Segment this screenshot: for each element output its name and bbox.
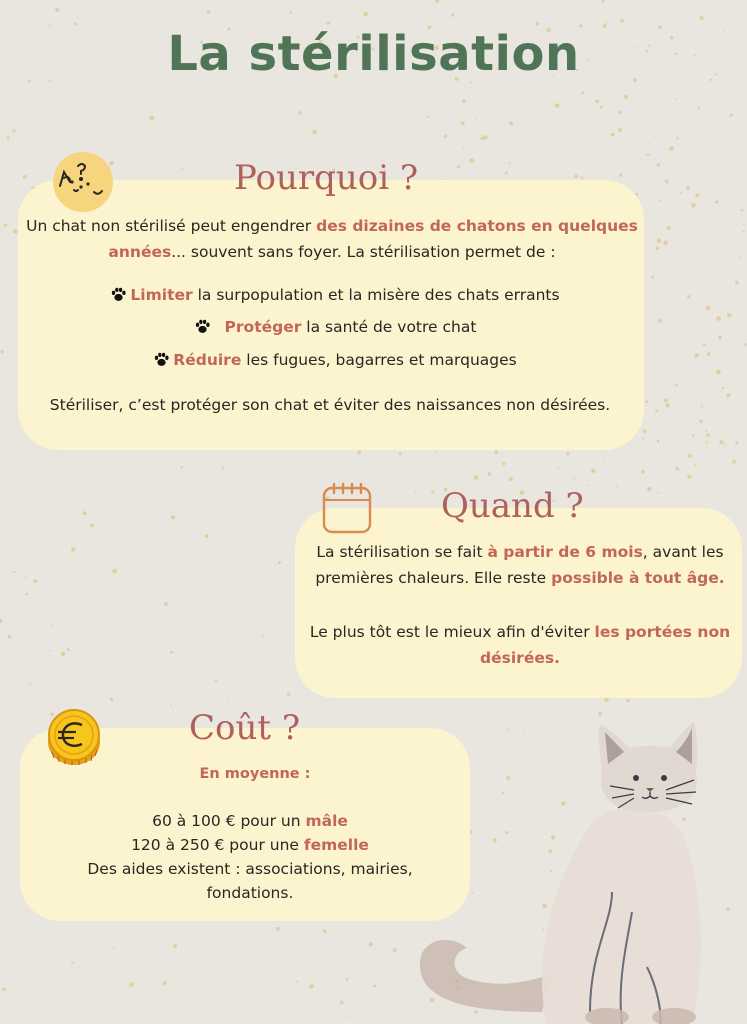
- speckle-dot: [720, 391, 722, 393]
- speckle-dot: [595, 100, 599, 104]
- speckle-dot: [435, 0, 439, 3]
- speckle-dot: [8, 635, 12, 639]
- speckle-dot: [205, 534, 209, 538]
- speckle-dot: [687, 295, 690, 298]
- speckle-dot: [298, 111, 302, 115]
- speckle-dot: [349, 1015, 351, 1017]
- speckle-dot: [718, 336, 722, 340]
- when-p2-text: Le plus tôt est le mieux afin d'éviter: [309, 623, 595, 641]
- speckle-dot: [130, 119, 131, 120]
- why-intro-text: Un chat non stérilisé peut engendrer: [26, 217, 317, 235]
- speckle-dot: [691, 203, 696, 208]
- speckle-dot: [667, 226, 671, 230]
- speckle-dot: [509, 122, 513, 126]
- speckle-dot: [744, 343, 747, 346]
- speckle-dot: [33, 579, 37, 583]
- speckle-dot: [657, 239, 661, 243]
- speckle-dot: [741, 209, 744, 212]
- speckle-dot: [436, 451, 438, 453]
- speckle-dot: [346, 978, 349, 981]
- speckle-dot: [616, 485, 618, 487]
- speckle-dot: [700, 16, 704, 20]
- speckle-dot: [13, 229, 18, 234]
- speckle-dot: [502, 462, 505, 465]
- speckle-dot: [227, 698, 229, 700]
- speckle-dot: [643, 429, 647, 433]
- why-bullet-2-highlight: Protéger: [224, 318, 302, 336]
- speckle-dot: [722, 387, 724, 389]
- cost-aids-text: Des aides existent : associations, mairies, fondations.: [87, 860, 413, 902]
- speckle-dot: [7, 136, 10, 139]
- speckle-dot: [462, 99, 466, 103]
- cost-average-label: En moyenne :: [199, 766, 311, 782]
- why-bullet-2-text: la santé de votre chat: [301, 318, 477, 336]
- cost-heading: Coût ?: [189, 708, 301, 748]
- speckle-dot: [363, 12, 367, 16]
- when-paragraph-2: [300, 619, 740, 671]
- speckle-dot: [428, 116, 430, 118]
- speckle-dot: [509, 477, 513, 481]
- speckle-dot: [588, 145, 589, 146]
- speckle-dot: [170, 651, 173, 654]
- speckle-dot: [393, 948, 397, 952]
- speckle-dot: [657, 492, 659, 494]
- speckle-dot: [444, 135, 448, 139]
- speckle-dot: [701, 405, 703, 407]
- speckle-dot: [323, 929, 327, 933]
- speckle-dot: [51, 624, 53, 626]
- speckle-dot: [110, 698, 113, 701]
- speckle-dot: [619, 111, 622, 114]
- speckle-dot: [586, 485, 588, 487]
- speckle-dot: [602, 0, 605, 3]
- speckle-dot: [727, 393, 731, 397]
- speckle-dot: [340, 1001, 344, 1005]
- speckle-dot: [474, 475, 478, 479]
- speckle-dot: [451, 13, 454, 16]
- speckle-dot: [399, 452, 402, 455]
- speckle-dot: [694, 464, 696, 466]
- euro-coin-icon: [46, 708, 102, 766]
- speckle-dot: [276, 927, 280, 931]
- when-p1-highlight-2: possible à tout âge.: [551, 569, 725, 587]
- speckle-dot: [415, 491, 416, 492]
- speckle-dot: [665, 180, 669, 184]
- speckle-dot: [1, 350, 5, 354]
- speckle-dot: [581, 91, 584, 94]
- speckle-dot: [101, 119, 102, 120]
- speckle-dot: [0, 619, 2, 624]
- speckle-dot: [657, 440, 660, 443]
- speckle-dot: [686, 186, 690, 190]
- why-bullet-1: [20, 282, 650, 308]
- speckle-dot: [2, 987, 6, 991]
- speckle-dot: [727, 313, 732, 318]
- speckle-dot: [170, 704, 172, 706]
- speckle-dot: [591, 468, 595, 472]
- when-p1-highlight: à partir de 6 mois: [487, 543, 643, 561]
- cost-female-highlight: femelle: [303, 836, 369, 854]
- speckle-dot: [457, 165, 460, 168]
- speckle-dot: [715, 200, 718, 203]
- speckle-dot: [659, 200, 661, 202]
- speckle-dot: [655, 410, 658, 413]
- speckle-dot: [706, 441, 708, 443]
- speckle-dot: [680, 192, 682, 194]
- speckle-dot: [675, 467, 678, 470]
- speckle-dot: [181, 168, 183, 170]
- why-intro: [22, 213, 642, 265]
- speckle-dot: [706, 306, 711, 311]
- speckle-dot: [164, 602, 168, 606]
- paw-icon: [153, 352, 170, 367]
- speckle-dot: [326, 21, 330, 25]
- speckle-dot: [676, 137, 678, 139]
- speckle-dot: [692, 434, 695, 437]
- speckle-dot: [628, 465, 629, 466]
- speckle-dot: [207, 10, 211, 14]
- speckle-dot: [49, 650, 51, 652]
- why-bullet-3: [20, 347, 650, 373]
- speckle-dot: [495, 97, 496, 98]
- speckle-dot: [716, 316, 721, 321]
- speckle-dot: [574, 175, 578, 179]
- speckle-dot: [678, 249, 679, 250]
- speckle-dot: [697, 107, 700, 110]
- calendar-icon: [321, 480, 373, 536]
- speckle-dot: [707, 352, 711, 356]
- speckle-dot: [658, 319, 662, 323]
- speckle-dot: [654, 136, 655, 137]
- speckle-dot: [61, 652, 66, 657]
- speckle-dot: [664, 398, 668, 402]
- speckle-dot: [699, 420, 702, 423]
- speckle-dot: [357, 450, 361, 454]
- speckle-dot: [25, 577, 27, 579]
- paw-icon: [110, 287, 127, 302]
- speckle-dot: [23, 175, 27, 179]
- speckle-dot: [117, 608, 118, 609]
- speckle-dot: [735, 281, 739, 285]
- speckle-dot: [728, 422, 729, 423]
- speckle-dot: [740, 256, 742, 258]
- speckle-dot: [647, 487, 651, 491]
- speckle-dot: [735, 441, 738, 444]
- speckle-dot: [619, 174, 622, 177]
- why-heading: Pourquoi ?: [234, 158, 419, 198]
- speckle-dot: [666, 154, 668, 156]
- speckle-dot: [483, 135, 488, 140]
- speckle-dot: [463, 147, 465, 149]
- speckle-dot: [730, 114, 733, 117]
- cost-female-text: 120 à 250 € pour une: [131, 836, 304, 854]
- why-bullet-1-highlight: Limiter: [130, 286, 193, 304]
- speckle-dot: [620, 19, 624, 23]
- speckle-dot: [641, 470, 645, 474]
- why-conclusion: Stériliser, c’est protéger son chat et éviter des naissances non désirées.: [49, 396, 611, 414]
- speckle-dot: [703, 343, 706, 346]
- speckle-dot: [71, 962, 73, 964]
- speckle-dot: [173, 944, 177, 948]
- speckle-dot: [600, 106, 603, 109]
- speckle-dot: [646, 400, 649, 403]
- speckle-dot: [373, 984, 376, 987]
- speckle-dot: [642, 438, 644, 440]
- speckle-dot: [4, 223, 8, 227]
- cost-male-text: 60 à 100 € pour un: [152, 812, 306, 830]
- speckle-dot: [742, 230, 744, 232]
- speckle-dot: [675, 383, 678, 386]
- speckle-dot: [695, 193, 699, 197]
- speckle-dot: [694, 353, 698, 357]
- speckle-dot: [399, 475, 400, 476]
- speckle-dot: [508, 162, 510, 164]
- speckle-dot: [687, 474, 691, 478]
- speckle-dot: [112, 569, 117, 574]
- speckle-dot: [647, 153, 650, 156]
- speckle-dot: [669, 146, 674, 151]
- speckle-dot: [29, 440, 30, 441]
- speckle-dot: [300, 929, 301, 930]
- speckle-dot: [605, 22, 607, 24]
- page-title: La stérilisation: [167, 26, 580, 82]
- cost-female-line: [50, 833, 450, 857]
- why-bullet-1-text: la surpopulation et la misère des chats errants: [192, 286, 560, 304]
- speckle-dot: [624, 95, 628, 99]
- speckle-dot: [730, 477, 731, 478]
- when-p1-text-2: , avant les premières chaleurs. Elle reste: [315, 543, 724, 587]
- speckle-dot: [494, 450, 498, 454]
- when-p1-text: La stérilisation se fait: [316, 543, 488, 561]
- speckle-dot: [461, 121, 465, 125]
- speckle-dot: [25, 593, 28, 596]
- speckle-dot: [657, 163, 660, 166]
- speckle-dot: [113, 947, 115, 949]
- speckle-dot: [67, 648, 70, 651]
- speckle-dot: [580, 176, 583, 179]
- speckle-dot: [688, 454, 692, 458]
- speckle-dot: [716, 369, 721, 374]
- why-bullet-3-highlight: Réduire: [173, 351, 242, 369]
- speckle-dot: [431, 490, 434, 493]
- speckle-dot: [611, 133, 615, 137]
- paw-icon: [194, 319, 211, 334]
- speckle-dot: [312, 130, 316, 134]
- speckle-dot: [90, 524, 94, 528]
- speckle-dot: [573, 477, 575, 479]
- speckle-dot: [289, 11, 292, 14]
- speckle-dot: [487, 472, 491, 476]
- speckle-dot: [215, 680, 217, 682]
- speckle-dot: [651, 276, 654, 279]
- speckle-dot: [663, 241, 667, 245]
- speckle-dot: [150, 116, 155, 121]
- speckle-dot: [475, 118, 476, 119]
- speckle-dot: [732, 460, 736, 464]
- speckle-dot: [222, 466, 225, 469]
- speckle-dot: [278, 561, 281, 564]
- speckle-dot: [719, 440, 723, 444]
- speckle-dot: [743, 224, 745, 226]
- speckle-dot: [55, 8, 59, 12]
- speckle-dot: [555, 103, 560, 108]
- speckle-dot: [675, 98, 677, 100]
- speckle-dot: [129, 982, 133, 986]
- cost-male-line: [50, 809, 450, 833]
- speckle-dot: [296, 981, 298, 983]
- speckle-dot: [287, 692, 290, 695]
- speckle-dot: [604, 463, 605, 464]
- speckle-dot: [469, 158, 474, 163]
- why-intro-text-end: ... souvent sans foyer. La stérilisation permet de :: [171, 243, 556, 261]
- speckle-dot: [18, 880, 19, 881]
- speckle-dot: [25, 564, 26, 565]
- when-p2-highlight: les portées non désirées.: [480, 623, 731, 667]
- why-bullet-2: [20, 314, 650, 340]
- speckle-dot: [458, 708, 459, 709]
- speckle-dot: [706, 430, 708, 432]
- speckle-dot: [205, 691, 206, 692]
- speckle-dot: [557, 468, 559, 470]
- when-heading: Quand ?: [441, 486, 584, 526]
- why-intro-highlight: des dizaines de chatons en quelques années: [108, 217, 638, 261]
- speckle-dot: [369, 942, 373, 946]
- speckle-dot: [12, 129, 15, 132]
- speckle-dot: [309, 984, 314, 989]
- why-bullet-3-text: les fugues, bagarres et marquages: [241, 351, 517, 369]
- speckle-dot: [71, 547, 76, 552]
- speckle-dot: [180, 466, 183, 469]
- speckle-dot: [566, 452, 569, 455]
- speckle-dot: [163, 981, 167, 985]
- speckle-dot: [13, 571, 15, 573]
- speckle-dot: [666, 404, 670, 408]
- speckle-dot: [505, 171, 508, 174]
- cost-male-highlight: mâle: [305, 812, 348, 830]
- speckle-dot: [644, 446, 645, 447]
- speckle-dot: [261, 635, 263, 637]
- speckle-dot: [29, 683, 31, 685]
- thinking-cat-face-icon: [50, 152, 116, 212]
- speckle-dot: [706, 433, 710, 437]
- speckle-dot: [618, 128, 622, 132]
- speckle-dot: [656, 247, 659, 250]
- speckle-dot: [726, 907, 729, 910]
- speckle-dot: [627, 699, 631, 703]
- speckle-dot: [83, 511, 87, 515]
- speckle-dot: [171, 515, 175, 519]
- speckle-dot: [738, 110, 739, 111]
- when-paragraph-1: [300, 539, 740, 591]
- speckle-dot: [724, 443, 726, 445]
